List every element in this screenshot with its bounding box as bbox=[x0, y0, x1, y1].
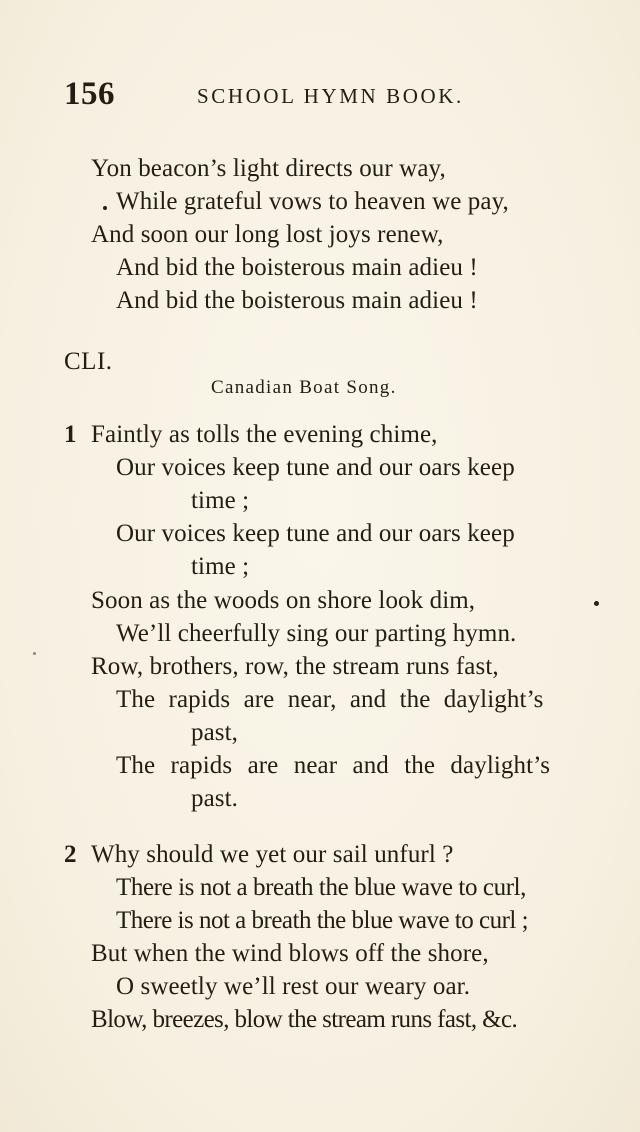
continuation-line: And soon our long lost joys renew, bbox=[91, 221, 444, 248]
verse-line: The rapids are near, and the daylight’s bbox=[116, 686, 544, 713]
verse-line: Blow, breezes, blow the stream runs fast, &c. bbox=[91, 1006, 518, 1033]
verse-line: Row, brothers, row, the stream runs fast, bbox=[91, 653, 499, 680]
verse-line: But when the wind blows off the shore, bbox=[91, 940, 489, 967]
verse-line: There is not a breath the blue wave to curl ; bbox=[116, 907, 529, 934]
verse-line: The rapids are near and the daylight’s bbox=[116, 752, 551, 779]
ink-speck bbox=[33, 652, 36, 655]
continuation-line: And bid the boisterous main adieu ! bbox=[116, 287, 478, 314]
verse-line: past, bbox=[191, 719, 239, 746]
verse-line: Why should we yet our sail unfurl ? bbox=[91, 841, 454, 868]
continuation-line: While grateful vows to heaven we pay, bbox=[116, 188, 509, 215]
continuation-line: And bid the boisterous main adieu ! bbox=[116, 254, 478, 281]
verse-line: Our voices keep tune and our oars keep bbox=[116, 454, 515, 481]
verse-line: past. bbox=[191, 785, 239, 812]
running-title: SCHOOL HYMN BOOK. bbox=[197, 84, 464, 108]
verse-line: time ; bbox=[191, 487, 250, 514]
continuation-line: Yon beacon’s light directs our way, bbox=[91, 155, 446, 182]
verse-line: Soon as the woods on shore look dim, bbox=[91, 587, 476, 614]
verse-line: time ; bbox=[191, 553, 250, 580]
verse-line: O sweetly we’ll rest our weary oar. bbox=[116, 973, 471, 1000]
verse-line: There is not a breath the blue wave to curl, bbox=[116, 874, 527, 901]
verse-line: Our voices keep tune and our oars keep bbox=[116, 520, 515, 547]
hymn-title: Canadian Boat Song. bbox=[211, 377, 397, 398]
verse-line: We’ll cheerfully sing our parting hymn. bbox=[116, 620, 517, 647]
hymn-number: CLI. bbox=[64, 348, 113, 375]
verse-number: 1 bbox=[64, 421, 77, 448]
verse-line: Faintly as tolls the evening chime, bbox=[91, 421, 438, 448]
ink-speck bbox=[594, 601, 599, 606]
verse-number: 2 bbox=[64, 841, 77, 868]
ink-speck bbox=[103, 206, 107, 210]
page-number: 156 bbox=[64, 76, 115, 112]
